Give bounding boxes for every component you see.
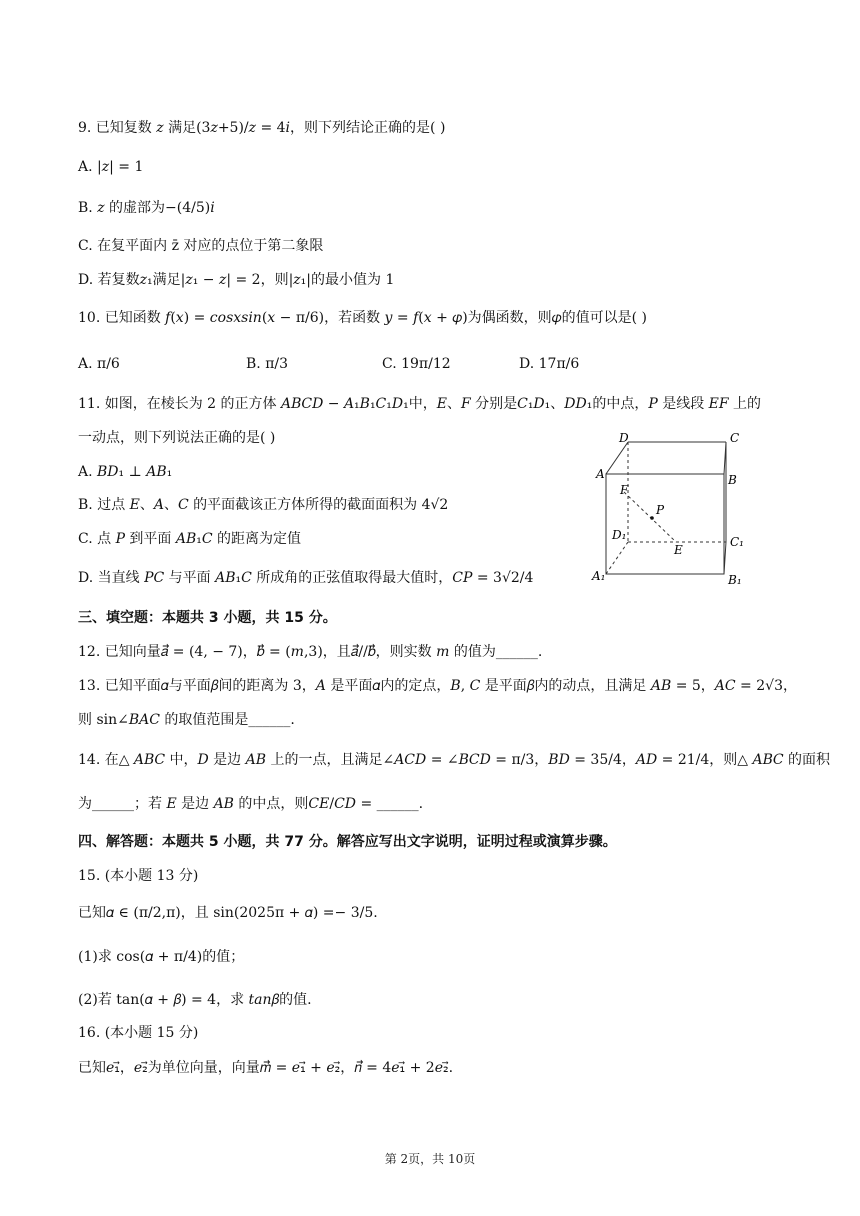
q11-option-a: A. 𝐵𝐷₁ ⊥ 𝐴𝐵₁: [78, 464, 173, 480]
label-a: A: [596, 467, 605, 481]
label-e: E: [674, 543, 683, 557]
section-4-heading: 四、解答题：本题共 5 小题，共 77 分。解答应写出文字说明，证明过程或演算步骤。: [78, 834, 617, 850]
section-3-heading: 三、填空题：本题共 3 小题，共 15 分。: [78, 610, 337, 626]
q14-line1: 14. 在△ 𝐴𝐵𝐶 中，𝐷 是边 𝐴𝐵 上的一点，且满足∠𝐴𝐶𝐷 = ∠𝐵𝐶𝐷 = π/3，𝐵𝐷 = 35/4，𝐴𝐷 = 21/4，则△ 𝐴𝐵𝐶 的面积: [78, 752, 831, 768]
label-c: C: [730, 431, 740, 445]
label-a1: A₁: [592, 569, 606, 583]
q10-option-a: A. π/6: [78, 356, 120, 372]
q11-stem-line2: 一动点，则下列说法正确的是( ): [78, 430, 276, 446]
q10-stem: 10. 已知函数 𝑓(𝑥) = 𝑐𝑜𝑠𝑥𝑠𝑖𝑛(𝑥 − π/6)，若函数 𝑦 = 𝑓(𝑥 + 𝜑)为偶函数，则𝜑的值可以是( ): [78, 310, 648, 326]
q16-title: 16. (本小题 15 分): [78, 1025, 199, 1041]
label-b: B: [728, 473, 737, 487]
q16-given: 已知𝑒₁⃗，𝑒₂⃗为单位向量，向量𝑚⃗ = 𝑒₁⃗ + 𝑒₂⃗，𝑛⃗ = 4𝑒₁⃗ + 2𝑒₂⃗.: [78, 1060, 454, 1076]
q10-option-d: D. 17π/6: [519, 356, 580, 372]
q9-option-d: D. 若复数𝑧₁满足|𝑧₁ − 𝑧| = 2，则|𝑧₁|的最小值为 1: [78, 272, 395, 288]
page-footer: 第 2页，共 10页: [384, 1152, 476, 1166]
q15-part1: (1)求 cos(𝛼 + π/4)的值；: [78, 949, 245, 965]
label-b1: B₁: [728, 573, 742, 586]
q15-title: 15. (本小题 13 分): [78, 868, 199, 884]
q9-option-b: B. 𝑧 的虚部为−(4/5)𝑖: [78, 200, 215, 216]
q13-line2: 则 sin∠𝐵𝐴𝐶 的取值范围是______.: [78, 712, 295, 728]
q9-option-a: A. |𝑧| = 1: [78, 159, 144, 175]
label-d1: D₁: [612, 528, 627, 542]
cube-figure: [588, 426, 758, 586]
q9-stem: 9. 已知复数 𝑧 满足(3𝑧+5)/𝑧 = 4𝑖，则下列结论正确的是( ): [78, 120, 446, 136]
q15-part2: (2)若 tan(𝛼 + 𝛽) = 4，求 𝑡𝑎𝑛𝛽的值.: [78, 992, 312, 1008]
label-f: F: [620, 483, 629, 497]
label-p: P: [656, 503, 665, 517]
cube-edge-AD: [606, 442, 628, 474]
q10-option-c: C. 19π/12: [382, 356, 451, 372]
q13-line1: 13. 已知平面𝛼与平面𝛽间的距离为 3，𝐴 是平面𝛼内的定点，𝐵, 𝐶 是平面𝛽内的动点，且满足 𝐴𝐵 = 5，𝐴𝐶 = 2√3，: [78, 678, 797, 694]
q11-option-c: C. 点 𝑃 到平面 𝐴𝐵₁𝐶 的距离为定值: [78, 531, 302, 547]
point-p: [650, 516, 654, 520]
cube-edge-A1D1: [606, 542, 628, 574]
q12-text: 12. 已知向量𝑎⃗ = (4, − 7)，𝑏⃗ = (𝑚,3)，且𝑎⃗//𝑏⃗，则实数 𝑚 的值为______.: [78, 644, 543, 660]
q11-option-d: D. 当直线 𝑃𝐶 与平面 𝐴𝐵₁𝐶 所成角的正弦值取得最大值时，𝐶𝑃 = 3√2/4: [78, 570, 534, 586]
q10-option-b: B. π/3: [246, 356, 289, 372]
label-c1: C₁: [730, 535, 744, 549]
q11-option-b: B. 过点 𝐸、𝐴、𝐶 的平面截该正方体所得的截面面积为 4√2: [78, 497, 449, 513]
q9-option-c: C. 在复平面内 z̄ 对应的点位于第二象限: [78, 238, 324, 254]
q15-given: 已知𝛼 ∈ (π/2,π)，且 sin(2025π + 𝛼) =− 3/5.: [78, 905, 378, 921]
q14-line2: 为______；若 𝐸 是边 𝐴𝐵 的中点，则𝐶𝐸/𝐶𝐷 = ______.: [78, 796, 424, 812]
segment-EF: [624, 492, 676, 542]
q11-stem-line1: 11. 如图，在棱长为 2 的正方体 𝐴𝐵𝐶𝐷 − 𝐴₁𝐵₁𝐶₁𝐷₁中，𝐸、𝐹 分别是𝐶₁𝐷₁、𝐷𝐷₁的中点，𝑃 是线段 𝐸𝐹 上的: [78, 396, 762, 412]
label-d: D: [619, 431, 629, 445]
